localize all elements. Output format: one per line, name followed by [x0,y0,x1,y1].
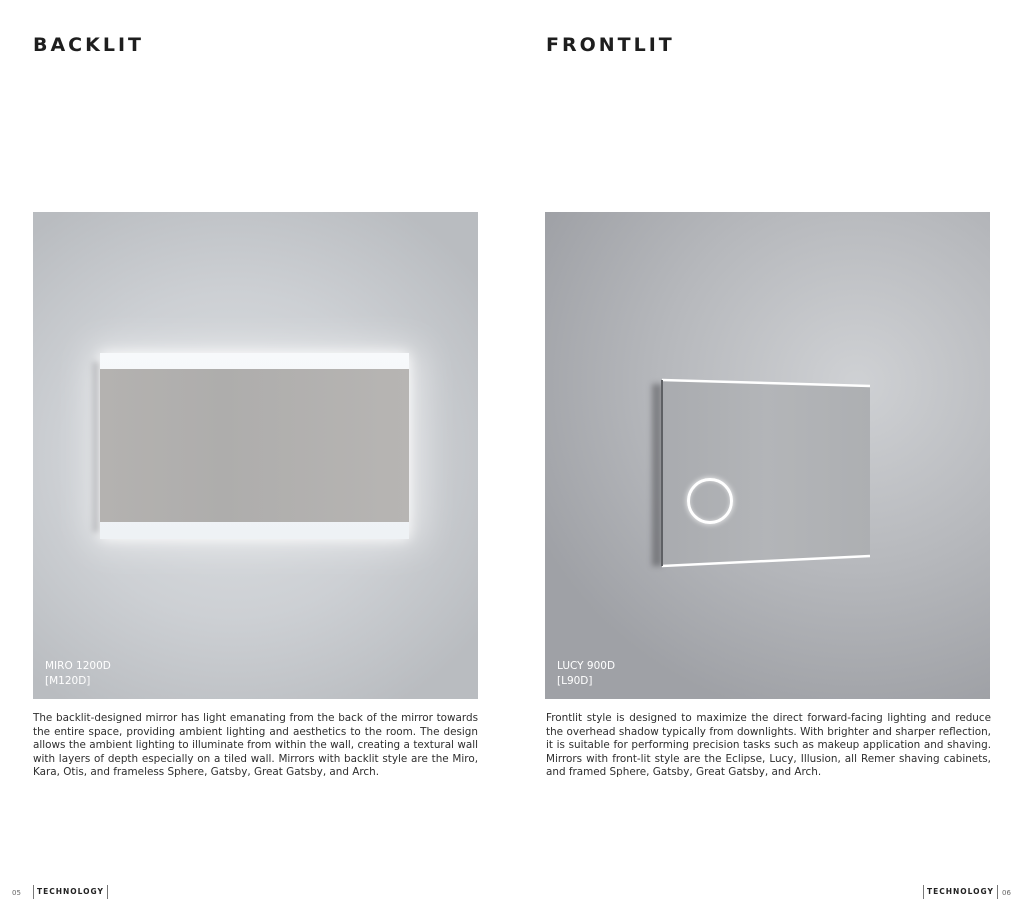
left-page-number: 05 [12,889,21,897]
frontlit-heading: FRONTLIT [546,34,675,56]
backlit-mirror-glass [100,369,409,522]
frontlit-mirror [658,378,872,568]
frontlit-description: Frontlit style is designed to maximize the direct forward-facing lighting and reduce the overhead shadow typically from downlights. With brighter and sharper reflection, it is suitable for performing precision tasks such as makeup application and shaving. Mirrors with front-lit style are the Eclipse, Lucy, Illusion, all Remer shaving cabinets, and framed Sphere, Gatsby, Great Gatsby, and Arch. [546,712,991,779]
frontlit-model-code: [L90D] [557,675,593,687]
backlit-photo-caption [45,659,111,689]
backlit-heading: BACKLIT [33,34,144,56]
right-page-number: 06 [1002,889,1011,897]
frontlit-model-name: LUCY 900D [557,660,616,672]
magnifier-ring-light [687,478,733,524]
frontlit-photo-caption [557,659,615,689]
left-section-label: TECHNOLOGY [33,885,108,899]
frontlit-mirror-photo [545,212,990,699]
frontlit-mirror-glass [658,378,872,568]
backlit-model-name: MIRO 1200D [45,660,111,672]
right-section-label: TECHNOLOGY [923,885,998,899]
backlit-mirror-photo [33,212,478,699]
backlit-model-code: [M120D] [45,675,91,687]
backlit-description: The backlit-designed mirror has light emanating from the back of the mirror towards the entire space, providing ambient lighting and aesthetics to the room. The design allows the ambient lighting to illuminate from within the wall, creating a textural wall with layers of depth especially on a tiled wall. Mirrors with backlit style are the Miro, Kara, Otis, and frameless Sphere, Gatsby, Great Gatsby, and Arch. [33,712,478,779]
